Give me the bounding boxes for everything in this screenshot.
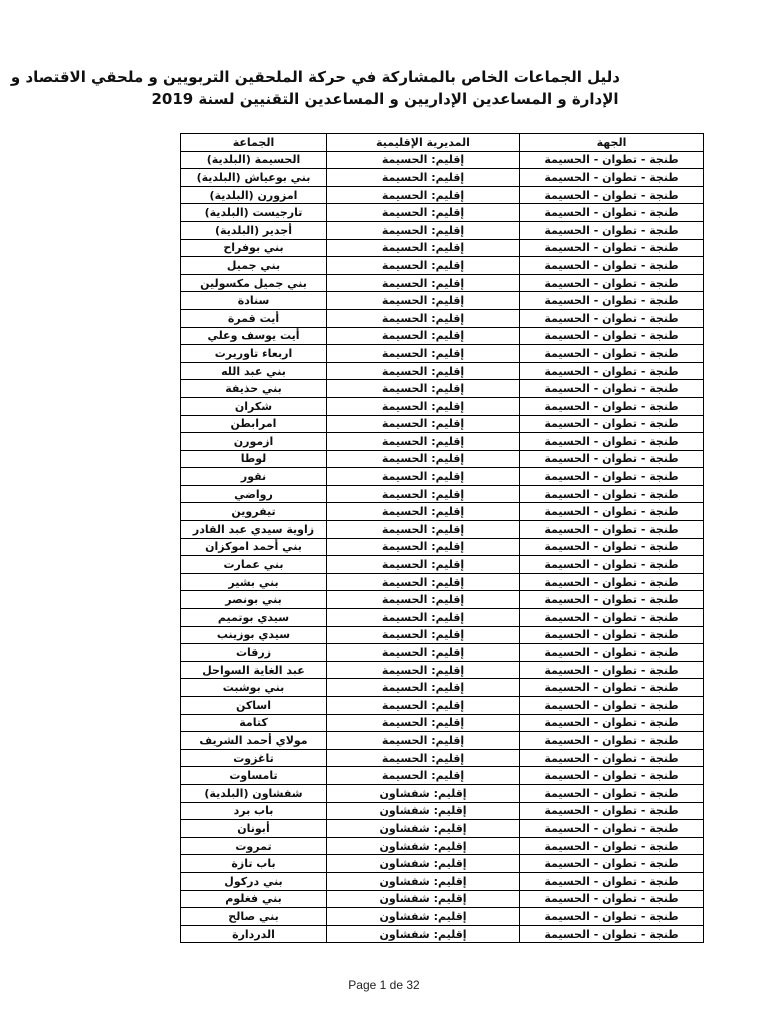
region-cell: طنجة - تطوان - الحسيمة [520,274,704,292]
region-cell: طنجة - تطوان - الحسيمة [520,204,704,222]
region-cell: طنجة - تطوان - الحسيمة [520,714,704,732]
region-cell: طنجة - تطوان - الحسيمة [520,784,704,802]
directorate-cell: إقليم: الحسيمة [327,538,520,556]
directorate-cell: إقليم: الحسيمة [327,626,520,644]
commune-cell: الحسيمة (البلدية) [181,151,327,169]
commune-cell: تمروت [181,837,327,855]
directorate-cell: إقليم: الحسيمة [327,204,520,222]
table-header-row [181,134,704,152]
directorate-cell: إقليم: شفشاون [327,890,520,908]
commune-cell: بني بوعياش (البلدية) [181,169,327,187]
commune-cell: اربعاء تاوريرت [181,345,327,363]
table-row [181,521,704,539]
table-row [181,626,704,644]
commune-cell: سنادة [181,292,327,310]
region-cell: طنجة - تطوان - الحسيمة [520,221,704,239]
region-cell: طنجة - تطوان - الحسيمة [520,485,704,503]
region-cell: طنجة - تطوان - الحسيمة [520,257,704,275]
directorate-cell: إقليم: الحسيمة [327,433,520,451]
commune-cell: سيدي بوزينب [181,626,327,644]
directorate-cell: إقليم: الحسيمة [327,257,520,275]
directorate-cell: إقليم: الحسيمة [327,327,520,345]
table-row [181,697,704,715]
region-cell: طنجة - تطوان - الحسيمة [520,169,704,187]
region-cell: طنجة - تطوان - الحسيمة [520,767,704,785]
directorate-cell: إقليم: الحسيمة [327,362,520,380]
region-cell: طنجة - تطوان - الحسيمة [520,644,704,662]
region-cell: طنجة - تطوان - الحسيمة [520,186,704,204]
region-cell: طنجة - تطوان - الحسيمة [520,925,704,943]
region-cell: طنجة - تطوان - الحسيمة [520,802,704,820]
commune-cell: بني دركول [181,872,327,890]
directorate-cell: إقليم: الحسيمة [327,468,520,486]
commune-cell: باب برد [181,802,327,820]
document-title [10,66,620,110]
commune-cell: بني بوشبت [181,679,327,697]
commune-cell: عبد الغاية السواحل [181,661,327,679]
commune-cell: رواضي [181,485,327,503]
region-cell: طنجة - تطوان - الحسيمة [520,679,704,697]
title-line-2: الإدارة و المساعدين الإداريين و المساعدين التقنيين لسنة 2019 [151,90,619,108]
directorate-cell: إقليم: الحسيمة [327,591,520,609]
region-cell: طنجة - تطوان - الحسيمة [520,556,704,574]
directorate-cell: إقليم: الحسيمة [327,714,520,732]
directorate-cell: إقليم: الحسيمة [327,609,520,627]
region-cell: طنجة - تطوان - الحسيمة [520,345,704,363]
table-row [181,257,704,275]
table-row [181,908,704,926]
directorate-cell: إقليم: شفشاون [327,925,520,943]
region-cell: طنجة - تطوان - الحسيمة [520,151,704,169]
title-line-1: دليل الجماعات الخاص بالمشاركة في حركة الملحقين التربويين و ملحقي الاقتصاد و [10,68,620,86]
commune-cell: بني بونصر [181,591,327,609]
commune-cell: نقور [181,468,327,486]
region-cell: طنجة - تطوان - الحسيمة [520,573,704,591]
commune-cell: تارجيست (البلدية) [181,204,327,222]
directorate-cell: إقليم: الحسيمة [327,644,520,662]
table-row [181,925,704,943]
region-cell: طنجة - تطوان - الحسيمة [520,327,704,345]
region-cell: طنجة - تطوان - الحسيمة [520,908,704,926]
page-number: Page 1 de 32 [348,978,420,992]
region-cell: طنجة - تطوان - الحسيمة [520,749,704,767]
directorate-cell: إقليم: الحسيمة [327,521,520,539]
directorate-cell: إقليم: الحسيمة [327,169,520,187]
region-cell: طنجة - تطوان - الحسيمة [520,397,704,415]
region-cell: طنجة - تطوان - الحسيمة [520,837,704,855]
table-row [181,327,704,345]
region-cell: طنجة - تطوان - الحسيمة [520,521,704,539]
table-row [181,872,704,890]
header-directorate: المديرية الإقليمية [327,134,520,152]
region-cell: طنجة - تطوان - الحسيمة [520,609,704,627]
commune-cell: سيدي بوتميم [181,609,327,627]
table-row [181,661,704,679]
directorate-cell: إقليم: شفشاون [327,837,520,855]
directorate-cell: إقليم: الحسيمة [327,697,520,715]
table-row [181,609,704,627]
region-cell: طنجة - تطوان - الحسيمة [520,292,704,310]
directorate-cell: إقليم: الحسيمة [327,186,520,204]
region-cell: طنجة - تطوان - الحسيمة [520,503,704,521]
commune-cell: أيت يوسف وعلي [181,327,327,345]
directorate-cell: إقليم: الحسيمة [327,345,520,363]
directorate-cell: إقليم: الحسيمة [327,292,520,310]
header-region: الجهة [520,134,704,152]
directorate-cell: إقليم: شفشاون [327,908,520,926]
directorate-cell: إقليم: الحسيمة [327,415,520,433]
table-row [181,802,704,820]
commune-cell: بني فغلوم [181,890,327,908]
region-cell: طنجة - تطوان - الحسيمة [520,591,704,609]
table-row [181,450,704,468]
region-cell: طنجة - تطوان - الحسيمة [520,626,704,644]
directorate-cell: إقليم: الحسيمة [327,221,520,239]
region-cell: طنجة - تطوان - الحسيمة [520,380,704,398]
commune-cell: بني جميل مكسولين [181,274,327,292]
region-cell: طنجة - تطوان - الحسيمة [520,415,704,433]
region-cell: طنجة - تطوان - الحسيمة [520,661,704,679]
table-row [181,503,704,521]
table-row [181,186,704,204]
table-row [181,397,704,415]
region-cell: طنجة - تطوان - الحسيمة [520,239,704,257]
directorate-cell: إقليم: الحسيمة [327,485,520,503]
table-row [181,415,704,433]
table-row [181,538,704,556]
table-row [181,714,704,732]
region-cell: طنجة - تطوان - الحسيمة [520,855,704,873]
directorate-cell: إقليم: الحسيمة [327,767,520,785]
table-row [181,749,704,767]
table-row [181,644,704,662]
table-row [181,468,704,486]
directorate-cell: إقليم: الحسيمة [327,732,520,750]
table-row [181,239,704,257]
directorate-cell: إقليم: الحسيمة [327,661,520,679]
table-row [181,433,704,451]
commune-cell: شكران [181,397,327,415]
commune-cell: أيت قمرة [181,309,327,327]
commune-cell: بني عمارت [181,556,327,574]
directorate-cell: إقليم: الحسيمة [327,679,520,697]
header-commune: الجماعة [181,134,327,152]
commune-cell: باب تازة [181,855,327,873]
commune-cell: اساكن [181,697,327,715]
commune-cell: لوطا [181,450,327,468]
commune-cell: زاوية سيدي عبد القادر [181,521,327,539]
commune-cell: تامساوت [181,767,327,785]
commune-cell: الدردارة [181,925,327,943]
table-row [181,221,704,239]
table-row [181,151,704,169]
directorate-cell: إقليم: الحسيمة [327,309,520,327]
commune-cell: ازمورن [181,433,327,451]
region-cell: طنجة - تطوان - الحسيمة [520,309,704,327]
directorate-cell: إقليم: الحسيمة [327,239,520,257]
region-cell: طنجة - تطوان - الحسيمة [520,732,704,750]
table-row [181,169,704,187]
commune-cell: بني بشير [181,573,327,591]
commune-cell: أجدير (البلدية) [181,221,327,239]
table-row [181,309,704,327]
table-row [181,837,704,855]
table-row [181,556,704,574]
table-row [181,274,704,292]
table-row [181,204,704,222]
table-body [181,151,704,943]
table-row [181,591,704,609]
directorate-cell: إقليم: شفشاون [327,872,520,890]
region-cell: طنجة - تطوان - الحسيمة [520,890,704,908]
commune-cell: بني عبد الله [181,362,327,380]
region-cell: طنجة - تطوان - الحسيمة [520,468,704,486]
commune-cell: شفشاون (البلدية) [181,784,327,802]
commune-cell: بني أحمد اموكزان [181,538,327,556]
directorate-cell: إقليم: الحسيمة [327,573,520,591]
directorate-cell: إقليم: الحسيمة [327,397,520,415]
directorate-cell: إقليم: شفشاون [327,820,520,838]
directorate-cell: إقليم: الحسيمة [327,556,520,574]
table-row [181,292,704,310]
directorate-cell: إقليم: الحسيمة [327,503,520,521]
table-row [181,380,704,398]
directorate-cell: إقليم: شفشاون [327,802,520,820]
commune-cell: كتامة [181,714,327,732]
commune-cell: امزورن (البلدية) [181,186,327,204]
commune-cell: بني بوفراح [181,239,327,257]
commune-cell: بني صالح [181,908,327,926]
table-row [181,855,704,873]
table-row [181,890,704,908]
directorate-cell: إقليم: شفشاون [327,784,520,802]
directorate-cell: إقليم: الحسيمة [327,151,520,169]
table-row [181,485,704,503]
commune-cell: تيفروين [181,503,327,521]
region-cell: طنجة - تطوان - الحسيمة [520,362,704,380]
directorate-cell: إقليم: شفشاون [327,855,520,873]
region-cell: طنجة - تطوان - الحسيمة [520,433,704,451]
directorate-cell: إقليم: الحسيمة [327,380,520,398]
region-cell: طنجة - تطوان - الحسيمة [520,820,704,838]
directorate-cell: إقليم: الحسيمة [327,450,520,468]
table-row [181,679,704,697]
table-row [181,784,704,802]
directorate-cell: إقليم: الحسيمة [327,749,520,767]
commune-cell: امرابطن [181,415,327,433]
table-row [181,732,704,750]
commune-cell: مولاي أحمد الشريف [181,732,327,750]
commune-cell: زرقات [181,644,327,662]
table-row [181,820,704,838]
region-cell: طنجة - تطوان - الحسيمة [520,538,704,556]
commune-cell: بني جميل [181,257,327,275]
directorate-cell: إقليم: الحسيمة [327,274,520,292]
table-row [181,767,704,785]
commune-cell: بني حذيفة [181,380,327,398]
region-cell: طنجة - تطوان - الحسيمة [520,697,704,715]
region-cell: طنجة - تطوان - الحسيمة [520,872,704,890]
table-row [181,345,704,363]
commune-cell: أبونان [181,820,327,838]
region-cell: طنجة - تطوان - الحسيمة [520,450,704,468]
communes-table [180,133,704,943]
table-row [181,573,704,591]
commune-cell: تاغزوت [181,749,327,767]
table-row [181,362,704,380]
